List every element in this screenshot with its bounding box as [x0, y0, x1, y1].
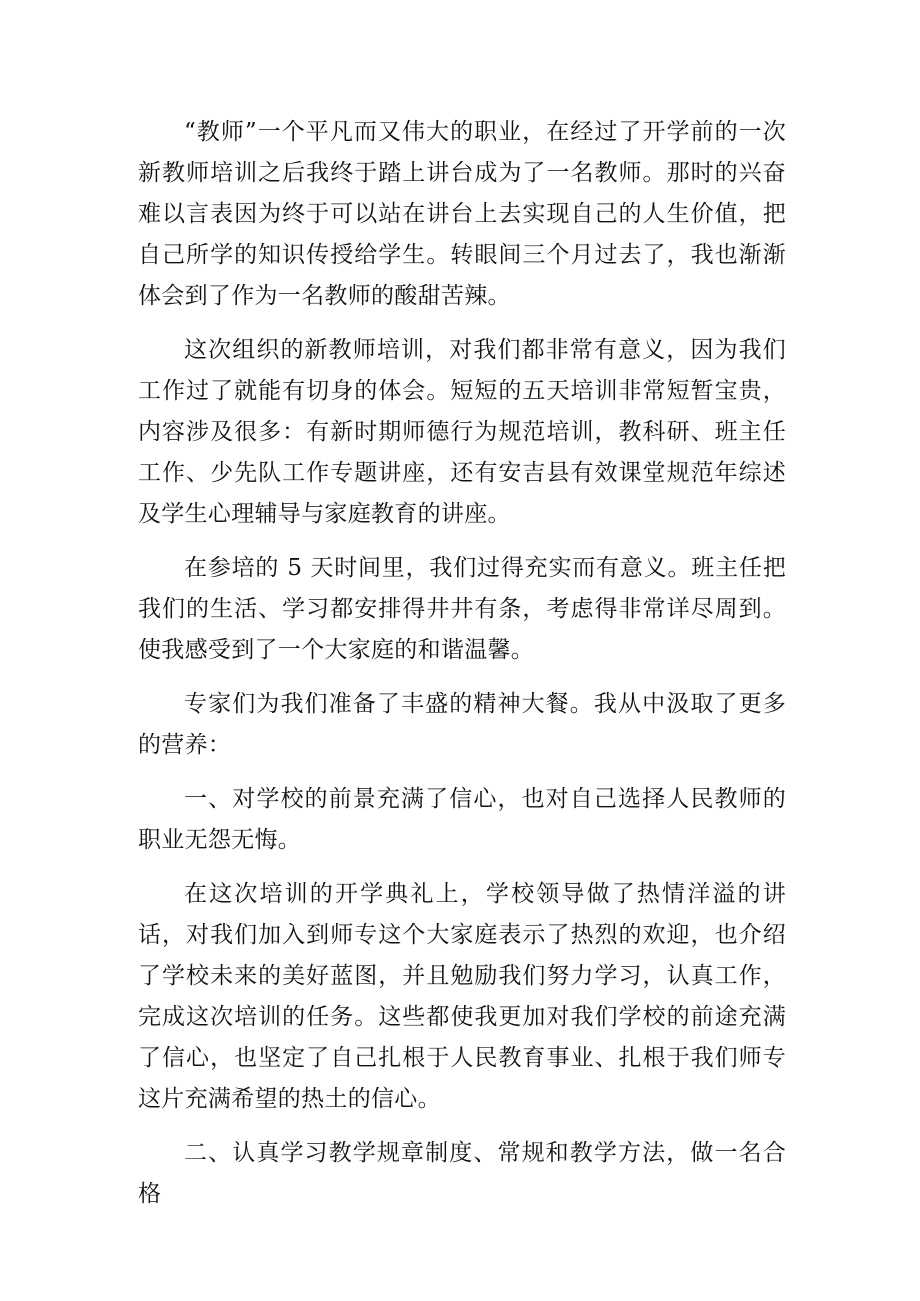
paragraph-2: 这次组织的新教师培训，对我们都非常有意义，因为我们工作过了就能有切身的体会。短短的五天培训非常短暂宝贵，内容涉及很多：有新时期师德行为规范培训，教科研、班主任工作、少先队工作专题讲座，还有安吉县有效课堂规范年综述及学生心理辅导与家庭教育的讲座。	[138, 337, 786, 527]
paragraph-7: 二、认真学习教学规章制度、常规和教学方法，做一名合格	[138, 1140, 786, 1207]
paragraph-6: 在这次培训的开学典礼上，学校领导做了热情洋溢的讲话，对我们加入到师专这个大家庭表示了热烈的欢迎，也介绍了学校未来的美好蓝图，并且勉励我们努力学习，认真工作，完成这次培训的任务。这些都使我更加对我们学校的前途充满了信心，也坚定了自己扎根于人民教育事业、扎根于我们师专这片充满希望的热土的信心。	[138, 881, 786, 1112]
document-body	[138, 112, 786, 1228]
paragraph-5: 一、对学校的前景充满了信心，也对自己选择人民教师的职业无怨无悔。	[138, 786, 786, 853]
paragraph-1: “教师”一个平凡而又伟大的职业，在经过了开学前的一次新教师培训之后我终于踏上讲台成为了一名教师。那时的兴奋难以言表因为终于可以站在讲台上去实现自己的人生价值，把自己所学的知识传授给学生。转眼间三个月过去了，我也渐渐体会到了作为一名教师的酸甜苦辣。	[138, 119, 786, 309]
paragraph-3: 在参培的 5 天时间里，我们过得充实而有意义。班主任把我们的生活、学习都安排得井井有条，考虑得非常详尽周到。使我感受到了一个大家庭的和谐温馨。	[138, 555, 786, 663]
paragraph-4: 专家们为我们准备了丰盛的精神大餐。我从中汲取了更多的营养：	[138, 691, 786, 758]
